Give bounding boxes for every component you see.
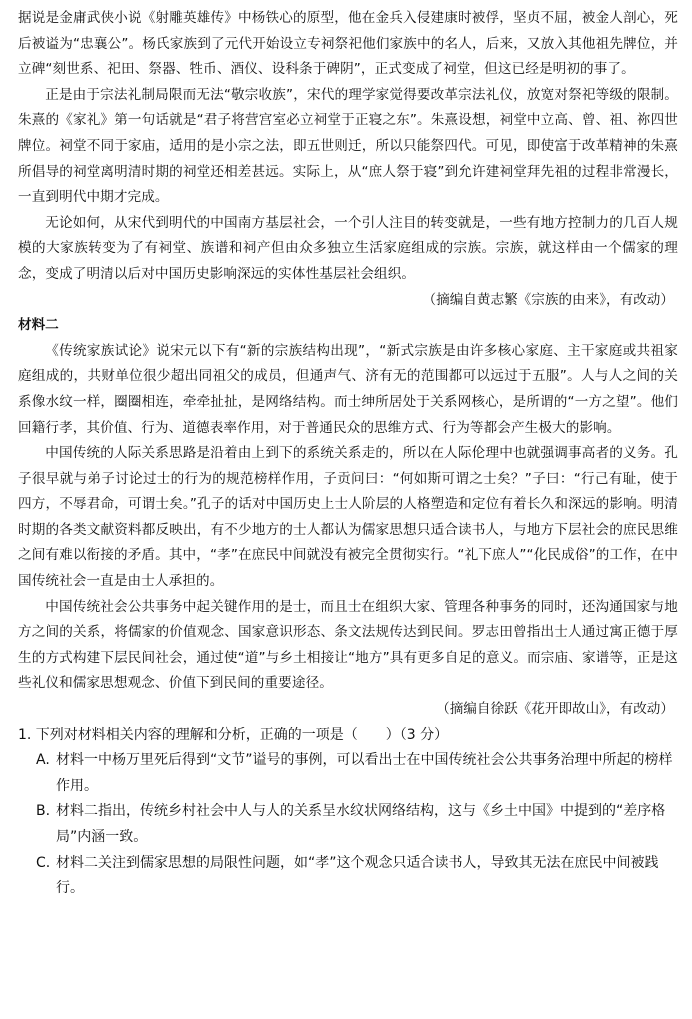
option-c[interactable] [18, 851, 678, 902]
question-stem: 1. 下列对材料相关内容的理解和分析，正确的一项是（ ）（3 分） [18, 726, 449, 743]
material2-paragraph-3: 中国传统社会公共事务中起关键作用的是士，而且士在组织大家、管理各种事务的同时，还沟通国家与地方之间的关系，将儒家的价值观念、国家意识形态、条文法规传达到民间。罗志田曾指出士人通过寓正德于厚生的方式构建下层民间社会，通过使“道”与乡土相接让“地方”具有更多自足的意义。而宗庙、家谱等，正是这些礼仪和儒家思想观念、价值下到民间的重要途径。 [18, 598, 678, 692]
material2-paragraph-2: 中国传统的人际关系思路是沿着由上到下的系统关系走的，所以在人际伦理中也就强调事高者的义务。孔子很早就与弟子讨论过士的行为的规范榜样作用，子贡问曰：“何如斯可谓之士矣？”子曰：“行己有耻，使于四方，不辱君命，可谓士矣。”孔子的话对中国历史上士人阶层的人格塑造和定位有着长久和深远的影响。明清时期的各类文献资料都反映出，有不少地方的士人都认为儒家思想只适合读书人，与地方下层社会的庶民思维之间有难以衔接的矛盾。其中，“孝”在庶民中间就没有被完全贯彻实行。“礼下庶人”“化民成俗”的工作，在中国传统社会一直是由士人承担的。 [18, 445, 678, 590]
option-b[interactable] [18, 799, 678, 850]
option-text: 材料二关注到儒家思想的局限性问题，如“孝”这个观念只适合读书人，导致其无法在庶民中间被践行。 [56, 854, 659, 897]
option-letter: C. [36, 854, 51, 871]
option-text: 材料二指出，传统乡村社会中人与人的关系呈水纹状网络结构，这与《乡土中国》中提到的“差序格局”内涵一致。 [56, 803, 666, 845]
material1-source: （摘编自黄志繁《宗族的由来》，有改动） [422, 291, 674, 308]
option-letter: A. [36, 752, 50, 769]
material2-heading: 材料二 [18, 317, 59, 334]
option-a[interactable] [18, 748, 678, 799]
material1-paragraph-1: 据说是金庸武侠小说《射雕英雄传》中杨铁心的原型，他在金兵入侵建康时被俘，坚贞不屈，被金人剖心，死后被谥为“忠襄公”。杨氏家族到了元代开始设立专祠祭祀他们家族中的名人，后来，又放入其他祖先牌位，并立碑“刻世系、祀田、祭器、牲币、酒仪、设科条于碑阴”，正式变成了祠堂，但这已经是明初的事了。 [18, 10, 678, 78]
option-letter: B. [36, 803, 51, 820]
material1-paragraph-3: 无论如何，从宋代到明代的中国南方基层社会，一个引人注目的转变就是，一些有地方控制力的几百人规模的大家族转变为了有祠堂、族谱和祠产但由众多独立生活家庭组成的宗族。宗族，就这样由一个儒家的理念，变成了明清以后对中国历史影响深远的实体性基层社会组织。 [18, 214, 678, 282]
material2-paragraph-1: 《传统家族试论》说宋元以下有“新的宗族结构出现”，“新式宗族是由许多核心家庭、主干家庭或共祖家庭组成的，共财单位很少超出同祖父的成员，但通声气、济有无的范围都可以远过于五服”。人与人之间的关系像水纹一样，圈圈相连，牵牵扯扯，是网络结构。而士绅所居处于关系网核心，是所谓的“一方之望”。他们回籍行孝，其价值、行为、道德表率作用，对于普通民众的思维方式、行为等都会产生极大的影响。 [18, 342, 678, 436]
document-page [18, 6, 678, 902]
option-text: 材料一中杨万里死后得到“文节”谥号的事例，可以看出士在中国传统社会公共事务治理中所起的榜样作用。 [56, 752, 673, 794]
material2-source: （摘编自徐跃《花开即故山》，有改动） [436, 701, 674, 718]
material1-paragraph-2: 正是由于宗法礼制局限而无法“敬宗收族”，宋代的理学家觉得要改革宗法礼仪，放宽对祭祀等级的限制。朱熹的《家礼》第一句话就是“君子将营宫室必立祠堂于正寝之东”。朱熹设想，祠堂中立高、曾、祖、祢四世牌位。祠堂不同于家庙，适用的是小宗之法，即五世则迁，所以只能祭四代。可见，即使富于改革精神的朱熹所倡导的祠堂离明清时期的祠堂还相差甚远。实际上，从“庶人祭于寝”到允许建祠堂拜先祖的过程非常漫长，一直到明代中期才完成。 [18, 86, 678, 206]
